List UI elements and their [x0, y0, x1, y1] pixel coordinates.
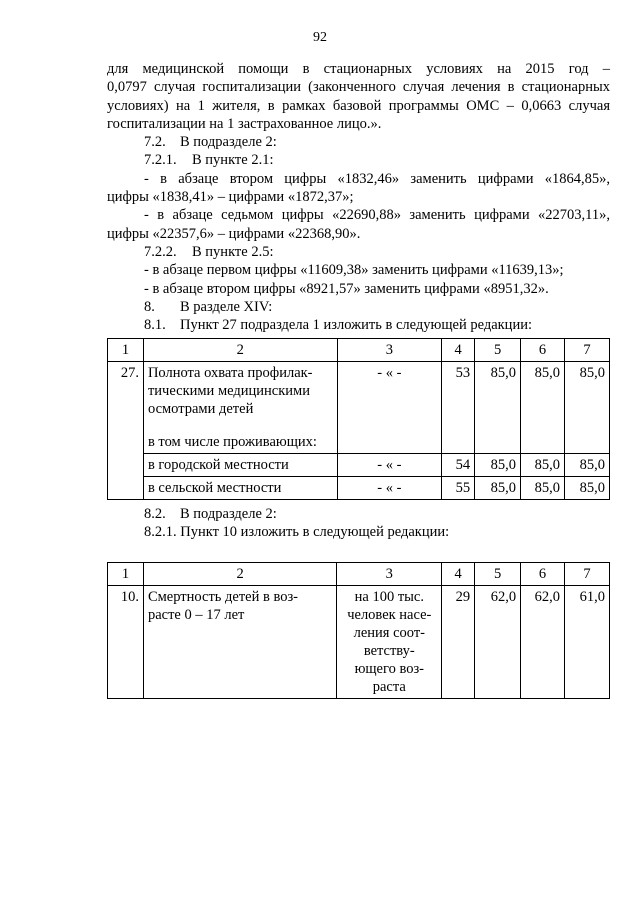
unit-cell: - « -	[337, 362, 442, 454]
value-cell: 62,0	[475, 586, 521, 699]
indicator-name-line: осмотрами детей	[147, 401, 254, 417]
unit-line: на 100 тыс.	[354, 589, 424, 605]
value-cell: 85,0	[521, 454, 565, 477]
section-8-2	[107, 505, 610, 523]
value-cell: 85,0	[565, 362, 610, 454]
table-header-row	[108, 563, 610, 586]
section-text: В подразделе 2:	[180, 134, 277, 151]
indicator-table-1	[107, 338, 610, 500]
header-cell: 2	[143, 563, 336, 586]
value-cell: 62,0	[521, 586, 565, 699]
header-cell: 6	[521, 563, 565, 586]
bullet-line: цифры «1838,41» – цифрами «1872,37»;	[107, 189, 354, 206]
paragraph-line: 0,0797 случая госпитализации (законченного случая лечения в стационарных	[107, 79, 610, 96]
indicator-name: в сельской местности	[143, 477, 337, 500]
bullet-line: - в абзаце седьмом цифры «22690,88» заменить цифрами «22703,11»,	[144, 207, 610, 224]
indicator-name	[143, 362, 337, 454]
section-number: 7.2.1.	[144, 152, 177, 169]
row-number: 10.	[108, 586, 144, 699]
unit-line: раста	[372, 679, 406, 695]
section-number: 8.	[144, 298, 155, 315]
indicator-name-line: Полнота охвата профилак-	[147, 365, 313, 381]
table-row	[108, 454, 610, 477]
section-7-2	[107, 133, 610, 151]
indicator-name-line: тическими медицинскими	[147, 383, 310, 399]
value-cell: 85,0	[521, 477, 565, 500]
header-cell: 6	[521, 339, 565, 362]
header-cell: 2	[143, 339, 337, 362]
indicator-name	[143, 586, 336, 699]
page-number: 92	[313, 30, 327, 45]
header-cell: 4	[442, 563, 475, 586]
code-cell: 55	[442, 477, 475, 500]
value-cell: 85,0	[475, 477, 521, 500]
indicator-name-line: Смертность детей в воз-	[147, 589, 299, 605]
unit-cell: - « -	[337, 454, 442, 477]
header-cell: 4	[442, 339, 475, 362]
document-body-2	[107, 505, 610, 542]
section-text: В пункте 2.5:	[192, 243, 274, 260]
bullet-line: - в абзаце первом цифры «11609,38» заменить цифрами «11639,13»;	[144, 262, 564, 279]
indicator-subheading: в том числе проживающих:	[147, 434, 317, 450]
header-cell: 3	[337, 563, 442, 586]
section-text: В подразделе 2:	[180, 506, 277, 522]
bullet-line: - в абзаце втором цифры «8921,57» заменить цифрами «8951,32».	[144, 280, 549, 297]
bullet-line: цифры «22357,6» – цифрами «22368,90».	[107, 225, 361, 242]
unit-cell	[337, 586, 442, 699]
table-header-row	[108, 339, 610, 362]
section-8-2-1: 8.2.1. Пункт 10 изложить в следующей редакции:	[144, 524, 450, 541]
value-cell: 85,0	[475, 454, 521, 477]
paragraph-line: условиях) на 1 жителя, в рамках базовой программы ОМС – 0,0663 случая	[107, 97, 610, 114]
bullet-line: - в абзаце втором цифры «1832,46» заменить цифрами «1864,85»,	[144, 170, 610, 187]
section-8	[107, 298, 610, 316]
unit-cell: - « -	[337, 477, 442, 500]
header-cell: 7	[565, 563, 610, 586]
section-8-1	[107, 316, 610, 334]
value-cell: 85,0	[475, 362, 521, 454]
section-number: 8.1.	[144, 317, 166, 334]
section-text: В разделе XIV:	[180, 298, 273, 315]
document-body	[107, 60, 610, 334]
header-cell: 1	[108, 339, 144, 362]
unit-line: ветству-	[363, 643, 415, 659]
table-row	[108, 362, 610, 454]
section-number: 8.2.	[144, 506, 166, 522]
value-cell: 85,0	[521, 362, 565, 454]
section-text: В пункте 2.1:	[192, 152, 274, 169]
section-number: 7.2.	[144, 134, 166, 151]
unit-line: человек насе-	[347, 607, 432, 623]
indicator-name: в городской местности	[143, 454, 337, 477]
section-number: 7.2.2.	[144, 243, 177, 260]
unit-line: ления соот-	[353, 625, 425, 641]
indicator-name-line: расте 0 – 17 лет	[147, 607, 245, 623]
section-7-2-1	[107, 151, 610, 169]
value-cell: 85,0	[565, 477, 610, 500]
section-text: Пункт 27 подраздела 1 изложить в следующей редакции:	[180, 317, 532, 334]
paragraph-line: для медицинской помощи в стационарных условиях на 2015 год –	[107, 61, 610, 77]
indicator-table-2	[107, 562, 610, 699]
header-cell: 7	[565, 339, 610, 362]
value-cell: 85,0	[565, 454, 610, 477]
table-row	[108, 477, 610, 500]
header-cell: 1	[108, 563, 144, 586]
row-number: 27.	[108, 362, 144, 500]
header-cell: 5	[475, 563, 521, 586]
header-cell: 5	[475, 339, 521, 362]
section-7-2-2	[107, 243, 610, 261]
code-cell: 54	[442, 454, 475, 477]
value-cell: 61,0	[565, 586, 610, 699]
paragraph-line: госпитализации на 1 застрахованное лицо.».	[107, 115, 382, 132]
code-cell: 29	[442, 586, 475, 699]
table-row	[108, 586, 610, 699]
header-cell: 3	[337, 339, 442, 362]
unit-line: ющего воз-	[354, 661, 425, 677]
code-cell: 53	[442, 362, 475, 454]
